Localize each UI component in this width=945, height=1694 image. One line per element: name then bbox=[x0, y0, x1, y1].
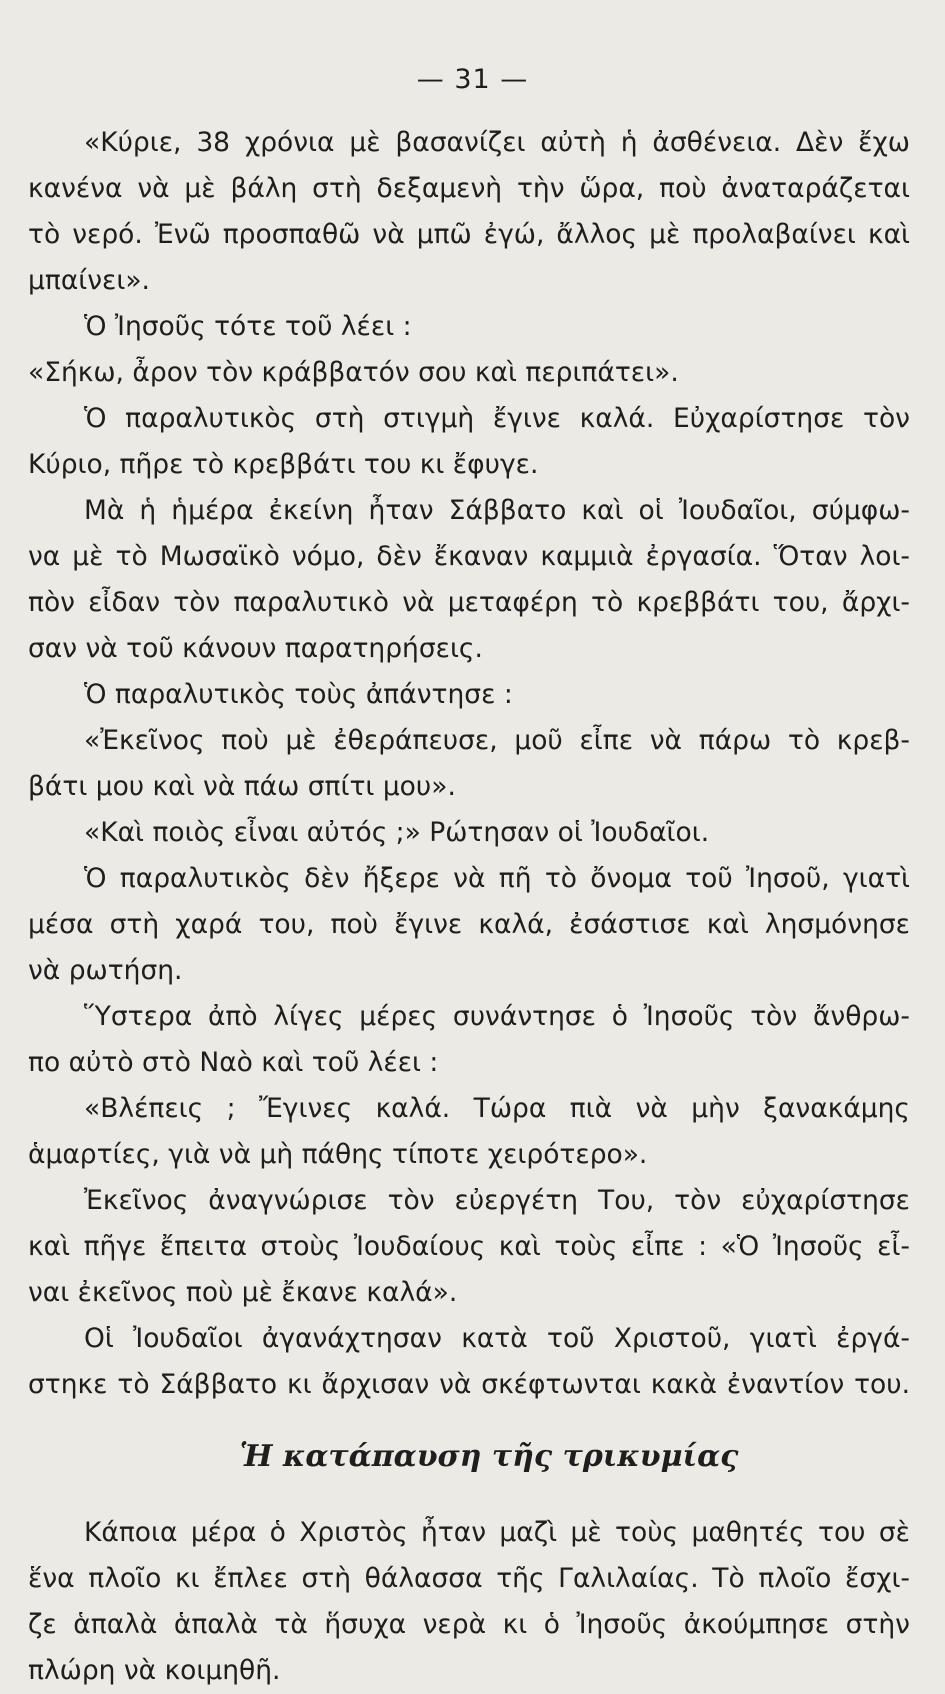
text-line: μπαίνει». bbox=[28, 265, 150, 296]
text-line: ναι ἐκεῖνος ποὺ μὲ ἔκανε καλά». bbox=[28, 1277, 458, 1308]
section-heading: Ἡ κατάπαυση τῆς τρικυμίας bbox=[239, 1439, 739, 1474]
text-line: Κάποια μέρα ὁ Χριστὸς ἦταν μαζὶ μὲ τοὺς μαθητές του σὲ bbox=[84, 1517, 910, 1548]
text-line: Ἐκεῖνος ἀναγνώρισε τὸν εὐεργέτη Του, τὸν εὐχαρίστησε bbox=[84, 1185, 910, 1216]
text-line: να μὲ τὸ Μωσαϊκὸ νόμο, δὲν ἔκαναν καμμιὰ ἐργασία. Ὅταν λοι- bbox=[28, 541, 910, 572]
text-line: Οἱ Ἰουδαῖοι ἀγανάχτησαν κατὰ τοῦ Χριστοῦ, γιατὶ ἐργά- bbox=[84, 1323, 910, 1354]
text-line: σαν νὰ τοῦ κάνουν παρατηρήσεις. bbox=[28, 633, 483, 664]
text-line: ζε ἁπαλὰ ἁπαλὰ τὰ ἥσυχα νερὰ κι ὁ Ἰησοῦς ἀκούμπησε στὴν bbox=[28, 1609, 910, 1640]
story-paragraphs bbox=[28, 120, 910, 1408]
text-line: πλώρη νὰ κοιμηθῆ. bbox=[28, 1655, 281, 1686]
text-line: «Ἐκεῖνος ποὺ μὲ ἐθεράπευσε, μοῦ εἶπε νὰ πάρω τὸ κρεβ- bbox=[84, 725, 910, 756]
text-line: μέσα στὴ χαρά του, ποὺ ἔγινε καλά, ἐσάστισε καὶ λησμόνησε bbox=[28, 909, 910, 940]
text-line: ἕνα πλοῖο κι ἔπλεε στὴ θάλασσα τῆς Γαλιλαίας. Τὸ πλοῖο ἔσχι- bbox=[28, 1563, 910, 1594]
text-line: Ὁ Ἰησοῦς τότε τοῦ λέει : bbox=[84, 311, 412, 342]
text-line: Ὁ παραλυτικὸς στὴ στιγμὴ ἔγινε καλά. Εὐχαρίστησε τὸν bbox=[84, 403, 910, 434]
text-line: Μὰ ἡ ἡμέρα ἐκείνη ἦταν Σάββατο καὶ οἱ Ἰουδαῖοι, σύμφω- bbox=[84, 495, 910, 526]
text-line: νὰ ρωτήση. bbox=[28, 955, 183, 986]
text-line: πο αὐτὸ στὸ Ναὸ καὶ τοῦ λέει : bbox=[28, 1047, 439, 1078]
text-line: Κύριο, πῆρε τὸ κρεββάτι του κι ἔφυγε. bbox=[28, 449, 539, 480]
text-line: τὸ νερό. Ἐνῶ προσπαθῶ νὰ μπῶ ἐγώ, ἄλλος μὲ προλαβαίνει καὶ bbox=[28, 219, 910, 250]
section-gap bbox=[28, 1492, 910, 1510]
text-line: καὶ πῆγε ἔπειτα στοὺς Ἰουδαίους καὶ τοὺς εἶπε : «Ὁ Ἰησοῦς εἶ- bbox=[28, 1231, 910, 1262]
text-line: πὸν εἶδαν τὸν παραλυτικὸ νὰ μεταφέρη τὸ κρεββάτι του, ἄρχι- bbox=[28, 587, 910, 618]
text-line: «Σήκω, ἆρον τὸν κράββατόν σου καὶ περιπάτει». bbox=[28, 357, 679, 388]
section-gap bbox=[28, 1408, 910, 1422]
text-line: Ὁ παραλυτικὸς τοὺς ἀπάντησε : bbox=[84, 679, 513, 710]
text-line: «Βλέπεις ; Ἔγινες καλά. Τώρα πιὰ νὰ μὴν ξανακάμης bbox=[84, 1093, 910, 1124]
body-text bbox=[28, 120, 910, 1694]
text-line: βάτι μου καὶ νὰ πάω σπίτι μου». bbox=[28, 771, 456, 802]
next-story-paragraphs bbox=[28, 1510, 910, 1694]
text-line: στηκε τὸ Σάββατο κι ἄρχισαν νὰ σκέφτωνται κακὰ ἐναντίον του. bbox=[28, 1369, 910, 1400]
text-line: Ὁ παραλυτικὸς δὲν ἤξερε νὰ πῆ τὸ ὄνομα τοῦ Ἰησοῦ, γιατὶ bbox=[84, 863, 910, 894]
text-line: κανένα νὰ μὲ βάλη στὴ δεξαμενὴ τὴν ὥρα, ποὺ ἀναταράζεται bbox=[28, 173, 910, 204]
text-line: ἁμαρτίες, γιὰ νὰ μὴ πάθης τίποτε χειρότερο». bbox=[28, 1139, 648, 1170]
text-line: «Κύριε, 38 χρόνια μὲ βασανίζει αὐτὴ ἡ ἀσθένεια. Δὲν ἔχω bbox=[84, 127, 910, 158]
page-number: — 31 — bbox=[416, 64, 529, 95]
text-line: «Καὶ ποιὸς εἶναι αὐτός ;» Ρώτησαν οἱ Ἰουδαῖοι. bbox=[84, 817, 710, 848]
text-line: Ὕστερα ἀπὸ λίγες μέρες συνάντησε ὁ Ἰησοῦς τὸν ἄνθρω- bbox=[84, 1001, 910, 1032]
